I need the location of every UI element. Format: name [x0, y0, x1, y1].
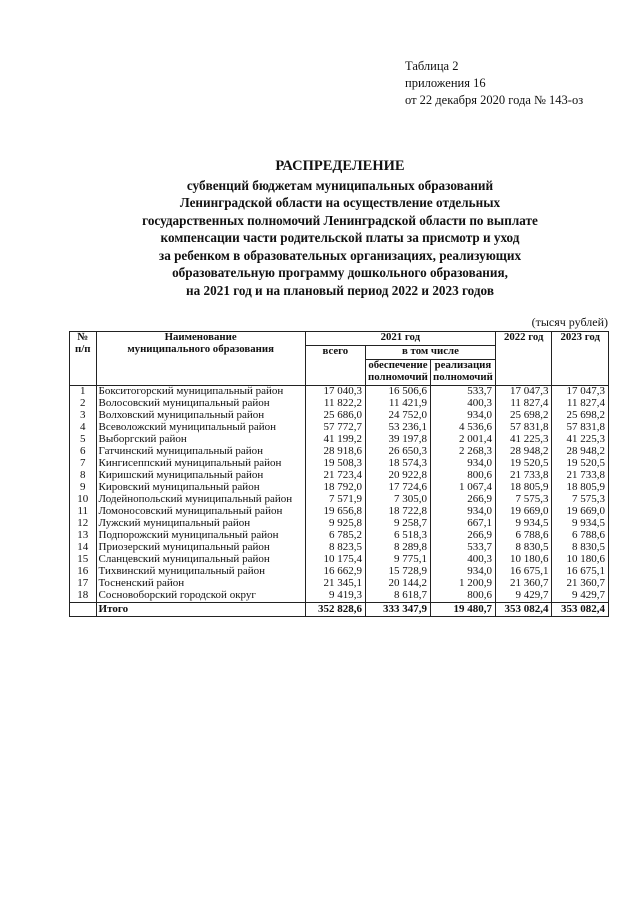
- municipality-name-cell: Бокситогорский муниципальный район: [96, 386, 305, 399]
- table-row: [70, 518, 609, 530]
- cell-2023: 21 733,8: [552, 470, 609, 482]
- row-number-cell: 7: [70, 458, 97, 470]
- row-number-cell: 4: [70, 422, 97, 434]
- cell-2021-total: 21 723,4: [305, 470, 365, 482]
- cell-2021-total: 21 345,1: [305, 578, 365, 590]
- table-row: [70, 398, 609, 410]
- cell-2023: 8 830,5: [552, 542, 609, 554]
- total-cell-2023: 353 082,4: [552, 603, 609, 617]
- row-number-cell: 12: [70, 518, 97, 530]
- cell-2021-implementation: 2 268,3: [430, 446, 495, 458]
- cell-2021-provide: 8 289,8: [365, 542, 430, 554]
- municipality-name-cell: Лодейнопольский муниципальный район: [96, 494, 305, 506]
- col-header-provide: [365, 360, 430, 386]
- col-header-2022: 2022 год: [495, 332, 552, 386]
- cell-2022: 9 934,5: [495, 518, 552, 530]
- table-row: [70, 554, 609, 566]
- col-header-provide-line1: обеспечение: [368, 359, 428, 371]
- cell-2021-total: 16 662,9: [305, 566, 365, 578]
- cell-2022: 57 831,8: [495, 422, 552, 434]
- cell-2021-provide: 17 724,6: [365, 482, 430, 494]
- municipality-name-cell: Подпорожский муниципальный район: [96, 530, 305, 542]
- cell-2021-provide: 6 518,3: [365, 530, 430, 542]
- table-row: [70, 386, 609, 399]
- col-header-total: всего: [305, 346, 365, 386]
- cell-2022: 7 575,3: [495, 494, 552, 506]
- law-date-number: от 22 декабря 2020 года № 143-оз: [405, 93, 584, 107]
- table-row: [70, 410, 609, 422]
- cell-2021-total: 18 792,0: [305, 482, 365, 494]
- title-line: субвенций бюджетам муниципальных образований: [186, 177, 494, 193]
- cell-2021-provide: 26 650,3: [365, 446, 430, 458]
- cell-2021-total: 28 918,6: [305, 446, 365, 458]
- table-row: [70, 494, 609, 506]
- row-number-cell: 17: [70, 578, 97, 590]
- cell-2023: 10 180,6: [552, 554, 609, 566]
- cell-2021-provide: 9 775,1: [365, 554, 430, 566]
- table-row: [70, 566, 609, 578]
- cell-2021-implementation: 934,0: [430, 506, 495, 518]
- cell-2021-provide: 9 258,7: [365, 518, 430, 530]
- municipality-name-cell: Гатчинский муниципальный район: [96, 446, 305, 458]
- municipality-name-cell: Приозерский муниципальный район: [96, 542, 305, 554]
- col-header-number-line1: №: [77, 331, 89, 343]
- cell-2021-total: 19 656,8: [305, 506, 365, 518]
- row-number-cell: 16: [70, 566, 97, 578]
- municipality-name-cell: Тосненский район: [96, 578, 305, 590]
- title-line: за ребенком в образовательных организациях, реализующих: [158, 247, 522, 263]
- cell-2021-provide: 39 197,8: [365, 434, 430, 446]
- row-number-cell: 5: [70, 434, 97, 446]
- cell-2021-total: 19 508,3: [305, 458, 365, 470]
- title-line: образовательную программу дошкольного образования,: [172, 265, 508, 280]
- document-reference-header: [405, 58, 583, 109]
- cell-2021-implementation: 934,0: [430, 410, 495, 422]
- cell-2021-provide: 7 305,0: [365, 494, 430, 506]
- col-header-impl-line2: полномочий: [433, 370, 493, 383]
- cell-2023: 17 047,3: [552, 386, 609, 399]
- cell-2022: 6 788,6: [495, 530, 552, 542]
- municipality-name-cell: Ломоносовский муниципальный район: [96, 506, 305, 518]
- col-header-number-line2: п/п: [75, 342, 91, 355]
- cell-2023: 9 934,5: [552, 518, 609, 530]
- appendix-number: приложения 16: [405, 76, 486, 90]
- units-label: (тысяч рублей): [531, 315, 608, 329]
- cell-2023: 7 575,3: [552, 494, 609, 506]
- document-title: [60, 158, 620, 299]
- cell-2021-implementation: 667,1: [430, 518, 495, 530]
- cell-2021-total: 10 175,4: [305, 554, 365, 566]
- row-number-cell: 3: [70, 410, 97, 422]
- cell-2021-total: 11 822,2: [305, 398, 365, 410]
- cell-2023: 19 520,5: [552, 458, 609, 470]
- cell-2022: 28 948,2: [495, 446, 552, 458]
- table-row: [70, 590, 609, 603]
- cell-2022: 9 429,7: [495, 590, 552, 603]
- municipality-name-cell: Сланцевский муниципальный район: [96, 554, 305, 566]
- col-header-impl-line1: реализация: [434, 359, 492, 371]
- cell-2021-total: 8 823,5: [305, 542, 365, 554]
- col-header-2023: 2023 год: [552, 332, 609, 386]
- cell-2021-provide: 8 618,7: [365, 590, 430, 603]
- cell-2023: 28 948,2: [552, 446, 609, 458]
- cell-2023: 21 360,7: [552, 578, 609, 590]
- cell-2022: 19 669,0: [495, 506, 552, 518]
- cell-2022: 21 360,7: [495, 578, 552, 590]
- cell-2023: 9 429,7: [552, 590, 609, 603]
- cell-2021-total: 6 785,2: [305, 530, 365, 542]
- title-line: на 2021 год и на плановый период 2022 и 2023 годов: [186, 282, 494, 298]
- municipality-name-cell: Кингисеппский муниципальный район: [96, 458, 305, 470]
- municipality-name-cell: Всеволожский муниципальный район: [96, 422, 305, 434]
- total-row: [70, 603, 609, 617]
- table-number: Таблица 2: [405, 59, 459, 73]
- total-cell-impl: 19 480,7: [430, 603, 495, 617]
- table-row: [70, 482, 609, 494]
- cell-2023: 18 805,9: [552, 482, 609, 494]
- col-header-name-line1: Наименование: [164, 331, 237, 343]
- cell-2021-provide: 18 722,8: [365, 506, 430, 518]
- row-number-cell: 14: [70, 542, 97, 554]
- total-cell-total: 352 828,6: [305, 603, 365, 617]
- cell-2023: 16 675,1: [552, 566, 609, 578]
- municipality-name-cell: Тихвинский муниципальный район: [96, 566, 305, 578]
- cell-2022: 8 830,5: [495, 542, 552, 554]
- col-header-2021: 2021 год: [305, 332, 495, 346]
- table-body: [70, 386, 609, 617]
- municipality-name-cell: Лужский муниципальный район: [96, 518, 305, 530]
- cell-2021-implementation: 400,3: [430, 398, 495, 410]
- table-row: [70, 446, 609, 458]
- table-row: [70, 530, 609, 542]
- cell-2023: 25 698,2: [552, 410, 609, 422]
- subvention-distribution-table: [69, 331, 609, 617]
- row-number-cell: 18: [70, 590, 97, 603]
- cell-2021-total: 41 199,2: [305, 434, 365, 446]
- title-line: компенсации части родительской платы за присмотр и уход: [160, 230, 520, 245]
- table-row: [70, 422, 609, 434]
- row-number-cell: 8: [70, 470, 97, 482]
- municipality-name-cell: Волховский муниципальный район: [96, 410, 305, 422]
- cell-2021-implementation: 1 200,9: [430, 578, 495, 590]
- cell-2022: 19 520,5: [495, 458, 552, 470]
- cell-2021-total: 25 686,0: [305, 410, 365, 422]
- cell-2022: 18 805,9: [495, 482, 552, 494]
- cell-2021-provide: 18 574,3: [365, 458, 430, 470]
- table-row: [70, 506, 609, 518]
- cell-2021-provide: 53 236,1: [365, 422, 430, 434]
- table-row: [70, 470, 609, 482]
- col-header-provide-line2: полномочий: [368, 370, 428, 383]
- cell-2021-provide: 24 752,0: [365, 410, 430, 422]
- municipality-name-cell: Кировский муниципальный район: [96, 482, 305, 494]
- cell-2021-implementation: 4 536,6: [430, 422, 495, 434]
- total-cell-2022: 353 082,4: [495, 603, 552, 617]
- cell-2021-total: 9 925,8: [305, 518, 365, 530]
- col-header-name: [96, 332, 305, 386]
- cell-2021-implementation: 533,7: [430, 542, 495, 554]
- table-row: [70, 578, 609, 590]
- cell-2021-implementation: 266,9: [430, 530, 495, 542]
- row-number-cell: 2: [70, 398, 97, 410]
- cell-2022: 21 733,8: [495, 470, 552, 482]
- cell-2022: 16 675,1: [495, 566, 552, 578]
- row-number-cell: 13: [70, 530, 97, 542]
- cell-2023: 57 831,8: [552, 422, 609, 434]
- title-line: Ленинградской области на осуществление отдельных: [179, 195, 501, 210]
- cell-2023: 41 225,3: [552, 434, 609, 446]
- cell-2021-implementation: 800,6: [430, 590, 495, 603]
- cell-2021-provide: 11 421,9: [365, 398, 430, 410]
- municipality-name-cell: Выборгский район: [96, 434, 305, 446]
- title-line: государственных полномочий Ленинградской области по выплате: [142, 212, 538, 228]
- cell-2023: 6 788,6: [552, 530, 609, 542]
- cell-2021-implementation: 2 001,4: [430, 434, 495, 446]
- cell-2021-provide: 15 728,9: [365, 566, 430, 578]
- cell-2022: 41 225,3: [495, 434, 552, 446]
- row-number-cell: 10: [70, 494, 97, 506]
- table-row: [70, 458, 609, 470]
- row-number-cell: 11: [70, 506, 97, 518]
- total-cell-provide: 333 347,9: [365, 603, 430, 617]
- col-header-including: в том числе: [365, 346, 495, 360]
- cell-2021-implementation: 266,9: [430, 494, 495, 506]
- cell-2021-total: 57 772,7: [305, 422, 365, 434]
- cell-2023: 11 827,4: [552, 398, 609, 410]
- col-header-implementation: [430, 360, 495, 386]
- row-number-cell: 9: [70, 482, 97, 494]
- cell-2021-implementation: 1 067,4: [430, 482, 495, 494]
- table-row: [70, 542, 609, 554]
- table-row: [70, 434, 609, 446]
- total-number-cell: [70, 603, 97, 617]
- row-number-cell: 15: [70, 554, 97, 566]
- cell-2021-implementation: 934,0: [430, 458, 495, 470]
- row-number-cell: 1: [70, 386, 97, 399]
- cell-2022: 11 827,4: [495, 398, 552, 410]
- municipality-name-cell: Волосовский муниципальный район: [96, 398, 305, 410]
- cell-2022: 17 047,3: [495, 386, 552, 399]
- title-main: РАСПРЕДЕЛЕНИЕ: [275, 158, 405, 174]
- cell-2022: 25 698,2: [495, 410, 552, 422]
- cell-2021-total: 17 040,3: [305, 386, 365, 399]
- cell-2021-implementation: 934,0: [430, 566, 495, 578]
- cell-2021-provide: 16 506,6: [365, 386, 430, 399]
- cell-2021-implementation: 533,7: [430, 386, 495, 399]
- municipality-name-cell: Сосновоборский городской округ: [96, 590, 305, 603]
- cell-2021-provide: 20 144,2: [365, 578, 430, 590]
- cell-2022: 10 180,6: [495, 554, 552, 566]
- cell-2021-total: 7 571,9: [305, 494, 365, 506]
- municipality-name-cell: Киришский муниципальный район: [96, 470, 305, 482]
- cell-2021-total: 9 419,3: [305, 590, 365, 603]
- row-number-cell: 6: [70, 446, 97, 458]
- cell-2021-implementation: 400,3: [430, 554, 495, 566]
- cell-2021-provide: 20 922,8: [365, 470, 430, 482]
- col-header-name-line2: муниципального образования: [127, 342, 274, 355]
- cell-2023: 19 669,0: [552, 506, 609, 518]
- col-header-number: [70, 332, 97, 386]
- cell-2021-implementation: 800,6: [430, 470, 495, 482]
- total-label: Итого: [96, 603, 305, 617]
